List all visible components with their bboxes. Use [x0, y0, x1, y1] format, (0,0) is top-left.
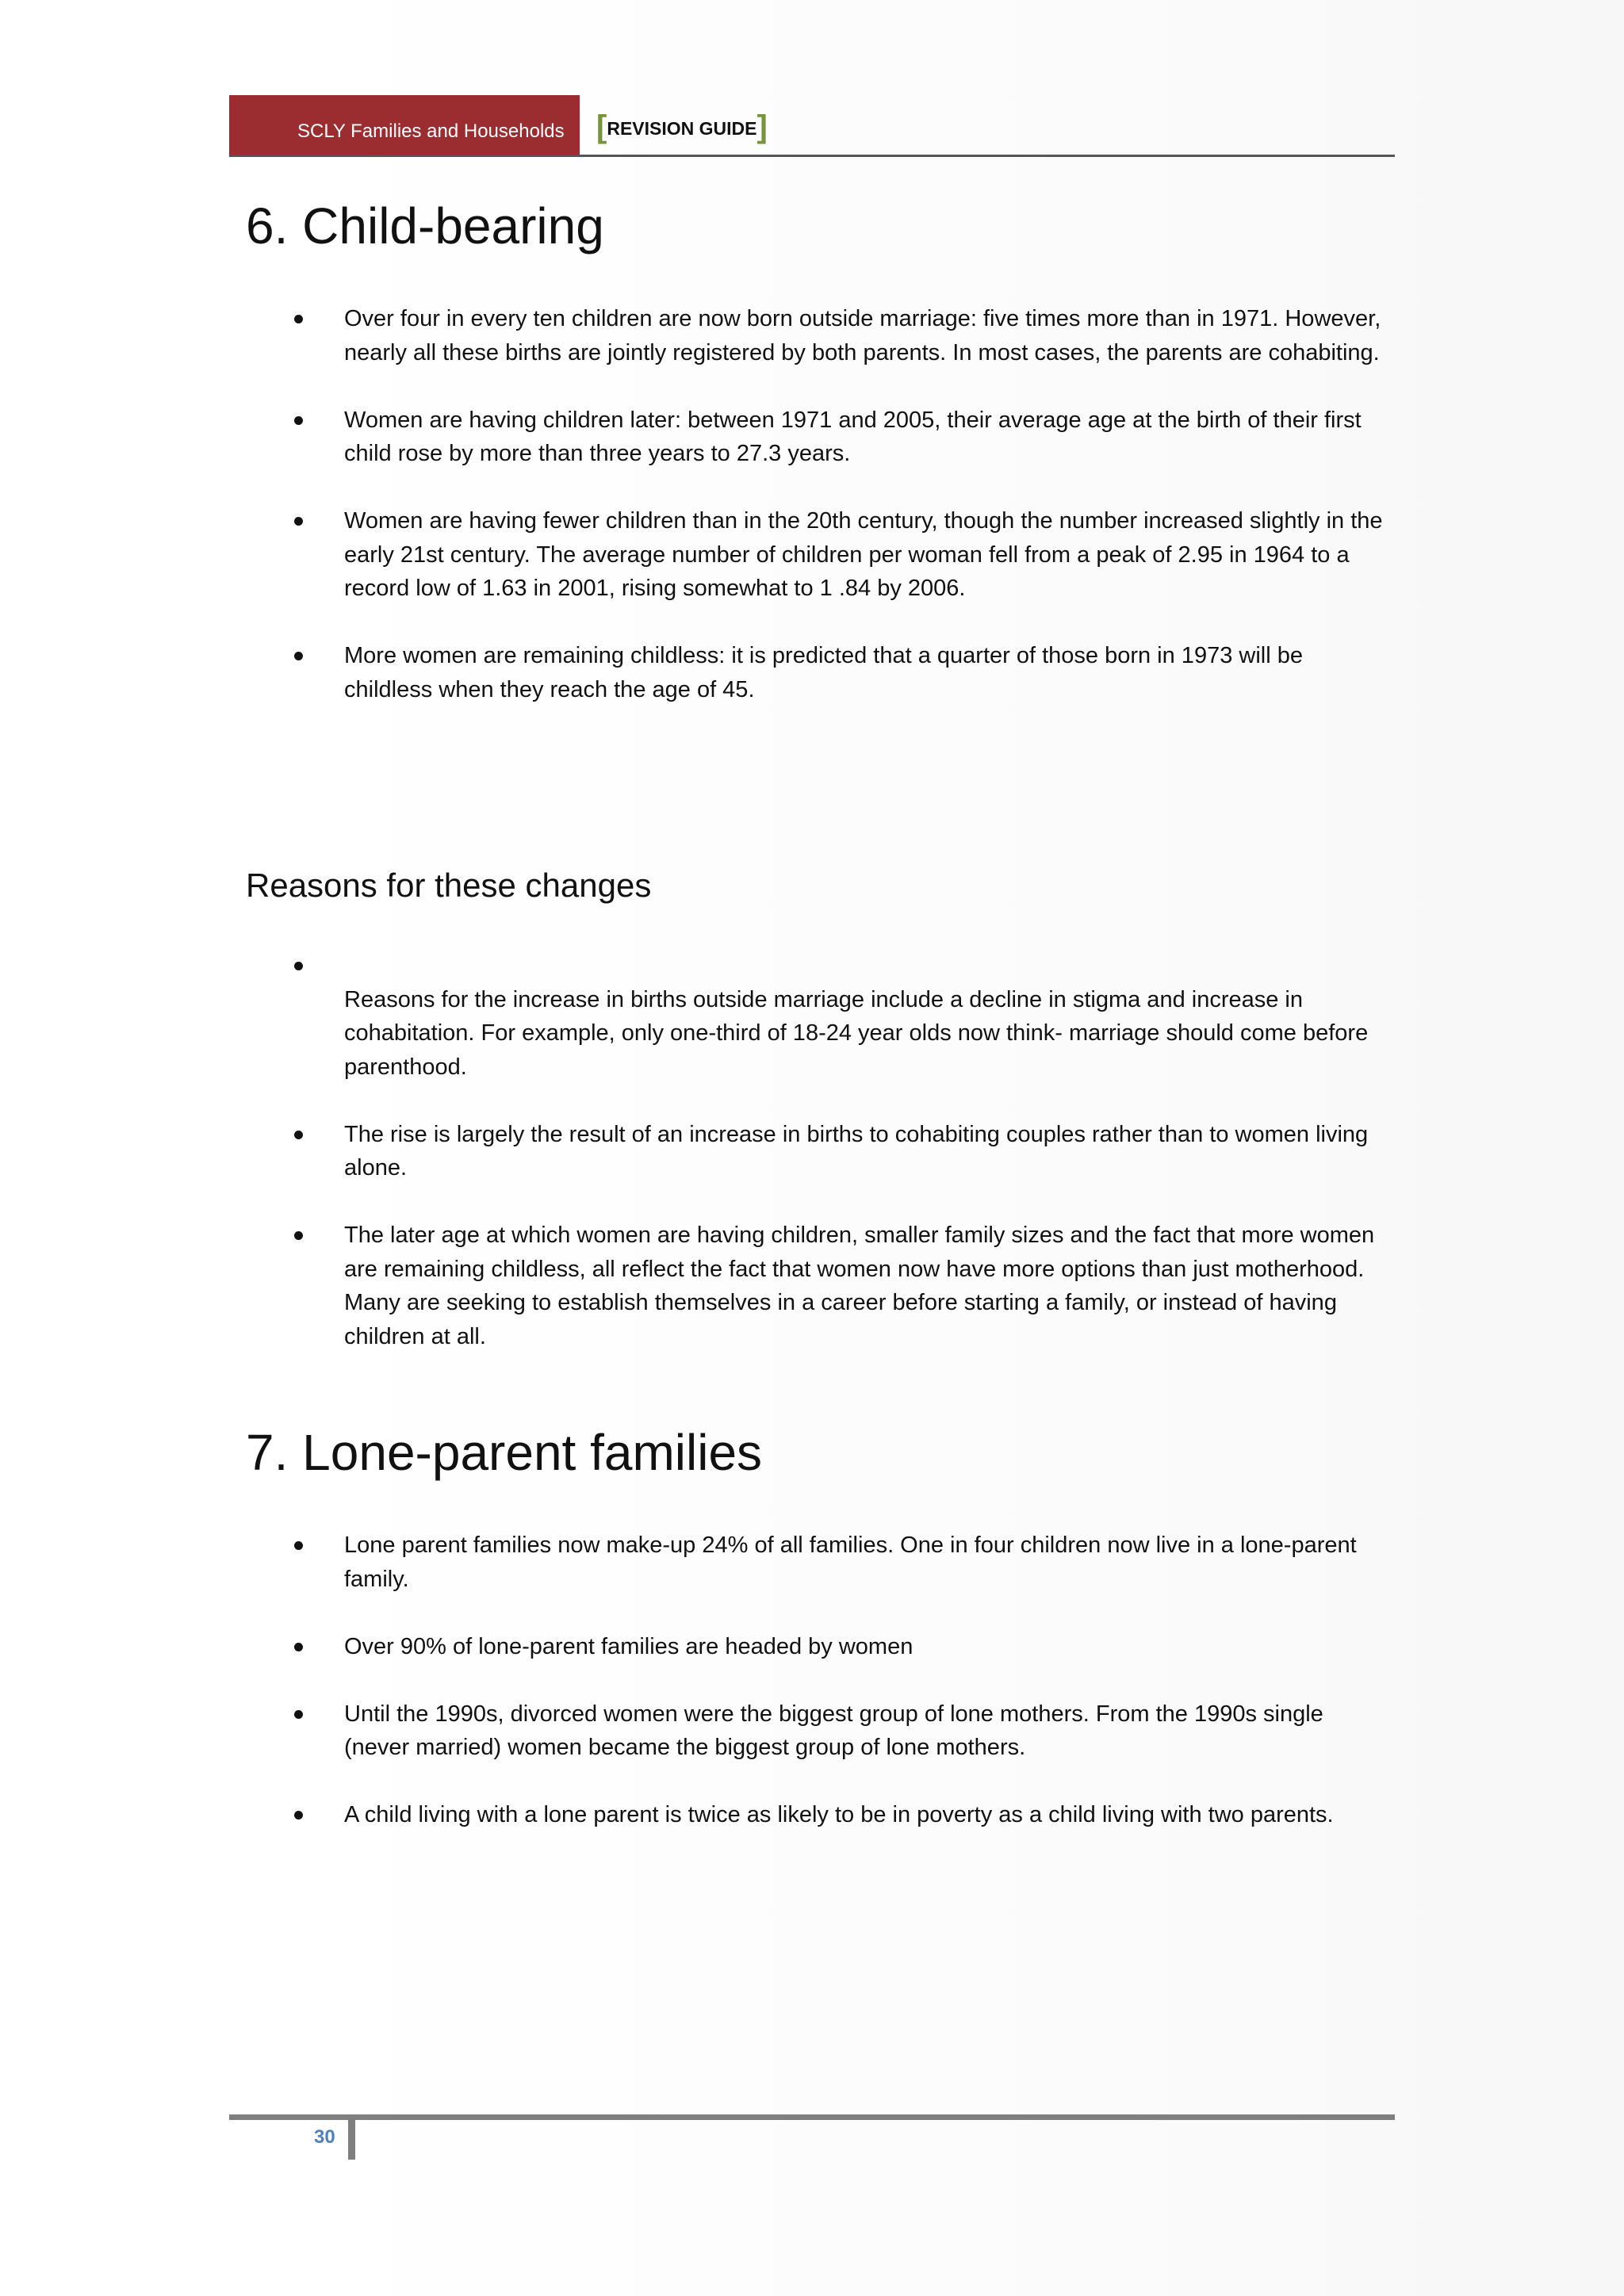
list-item-text: More women are remaining childless: it is predicted that a quarter of those born in 1973 will be childless when they reach the age of 45. — [344, 643, 1303, 702]
bullet-icon — [294, 1231, 303, 1240]
bullet-icon — [294, 315, 303, 323]
list-item-text: Over 90% of lone-parent families are headed by women — [344, 1633, 914, 1659]
list-item — [246, 1529, 1388, 1596]
header-tab — [229, 95, 580, 155]
bullet-icon — [294, 962, 303, 970]
list-item — [246, 1118, 1388, 1185]
list-item — [246, 1697, 1388, 1765]
bracket-open: [ — [596, 109, 607, 144]
bullet-icon — [294, 1811, 303, 1820]
bullet-icon — [294, 1643, 303, 1651]
list-item-text: Women are having children later: between 1971 and 2005, their average age at the birth of their first child rose by more than three years to 27.3 years. — [344, 407, 1362, 466]
bullet-icon — [294, 652, 303, 660]
page-header — [229, 95, 1395, 157]
list-item — [246, 1798, 1388, 1832]
list-item — [246, 504, 1388, 606]
section-7-title: 7. Lone-parent families — [246, 1424, 763, 1481]
list-item — [246, 1630, 1388, 1664]
bullet-icon — [294, 517, 303, 526]
section-7-bullet-list — [246, 1529, 1388, 1866]
section-6-title: 6. Child-bearing — [246, 197, 604, 254]
footer-divider — [348, 2114, 355, 2160]
list-item-text: Over four in every ten children are now born outside marriage: five times more than in 1971. However, nearly all these births are jointly registered by both parents. In most cases, the parents are cohabiting. — [344, 306, 1381, 365]
header-tab-label: SCLY Families and Households — [297, 121, 565, 142]
list-item — [246, 949, 1388, 1084]
reasons-heading: Reasons for these changes — [246, 867, 652, 904]
list-item-text: Women are having fewer children than in the 20th century, though the number increased slightly in the early 21st century. The average number of children per woman fell from a peak of 2.95 in 1964 to a record low of 1.63 in 2001, rising somewhat to 1 .84 by 2006. — [344, 508, 1383, 601]
list-item-text: Lone parent families now make-up 24% of all families. One in four children now live in a lone-parent family. — [344, 1533, 1357, 1592]
page-number: 30 — [314, 2126, 335, 2148]
bullet-icon — [294, 1541, 303, 1550]
list-item-text: The rise is largely the result of an increase in births to cohabiting couples rather than to women living alone. — [344, 1121, 1369, 1181]
list-item-text: Until the 1990s, divorced women were the biggest group of lone mothers. From the 1990s single (never married) women became the biggest group of lone mothers. — [344, 1701, 1323, 1760]
revision-guide-label — [596, 109, 768, 145]
guide-label-text: REVISION GUIDE — [607, 118, 757, 139]
reasons-bullet-list — [246, 949, 1388, 1387]
list-item — [246, 302, 1388, 369]
list-item-text: Reasons for the increase in births outside marriage include a decline in stigma and increase in cohabitation. For example, only one-third of 18-24 year olds now think- marriage should come before parenthood. — [344, 986, 1369, 1080]
list-item — [246, 1219, 1388, 1353]
section-6-bullet-list — [246, 302, 1388, 740]
list-item — [246, 404, 1388, 471]
list-item — [246, 639, 1388, 706]
bullet-icon — [294, 1131, 303, 1139]
bracket-close: ] — [756, 109, 768, 144]
header-rule — [229, 155, 1395, 157]
list-item-text: A child living with a lone parent is twice as likely to be in poverty as a child living with two parents. — [344, 1802, 1334, 1827]
list-item-text: The later age at which women are having children, smaller family sizes and the fact that more women are remaining childless, all reflect the fact that women now have more options than just motherhood. Many are seeking to establish themselves in a career before starting a family, or instead of having children at all. — [344, 1223, 1375, 1349]
bullet-icon — [294, 416, 303, 425]
footer-rule — [229, 2114, 1395, 2120]
bullet-icon — [294, 1710, 303, 1719]
